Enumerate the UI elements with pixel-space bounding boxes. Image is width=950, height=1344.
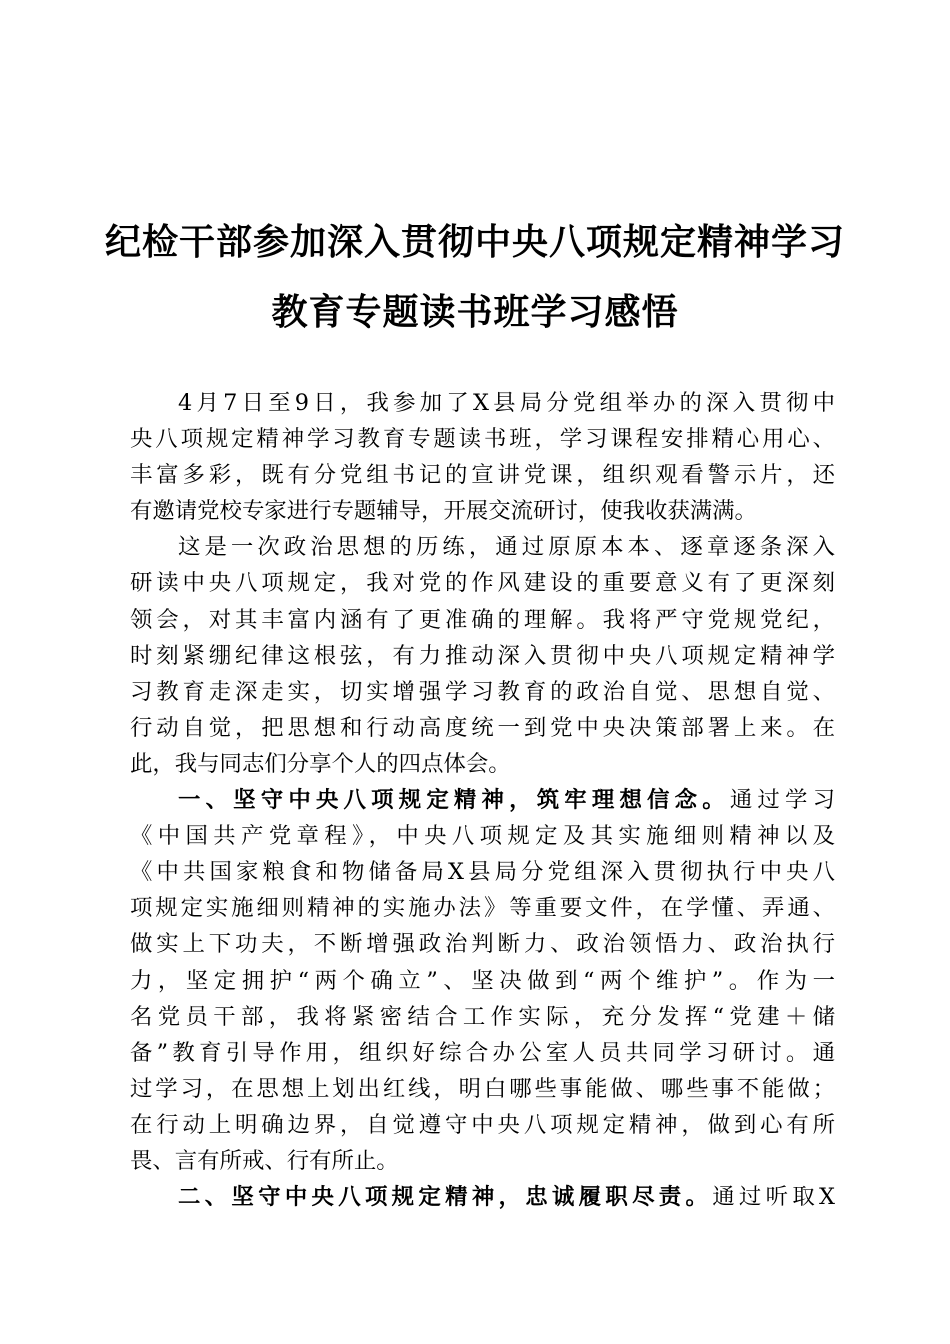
section-heading-1: 一、坚守中央八项规定精神，筑牢理想信念。 [178, 787, 730, 814]
paragraph-3-line-3: 《中共国家粮食和物储备局X县局分党组深入贯彻执行中央八 [130, 859, 835, 886]
paragraph-3-line-11: 畏、言有所戒、行有所止。 [130, 1147, 399, 1174]
paragraph-1-line-1: 4月7日至9日，我参加了X县局分党组举办的深入贯彻中 [178, 390, 835, 416]
paragraph-3-line-5: 做实上下功夫，不断增强政治判断力、政治领悟力、政治执行 [130, 931, 835, 958]
paragraph-2-line-6: 行动自觉，把思想和行动高度统一到党中央决策部署上来。在 [130, 714, 835, 741]
paragraph-3-line-2: 《中国共产党章程》，中央八项规定及其实施细则精神以及 [130, 823, 835, 850]
paragraph-2-line-5: 习教育走深走实，切实增强学习教育的政治自觉、思想自觉、 [130, 678, 835, 705]
paragraph-3-first-line-text: 通过学习 [729, 787, 835, 814]
paragraph-3-line-4: 项规定实施细则精神的实施办法》等重要文件，在学懂、弄通、 [130, 895, 835, 922]
paragraph-3-line-6: 力，坚定拥护“两个确立”、坚决做到“两个维护”。作为一 [130, 967, 835, 994]
paragraph-4-line-1 [130, 1179, 835, 1215]
document-title-line-1: 纪检干部参加深入贯彻中央八项规定精神学习 [104, 221, 845, 263]
paragraph-3-line-7: 名党员干部，我将紧密结合工作实际，充分发挥“党建＋储 [130, 1003, 835, 1030]
paragraph-2-line-3: 领会，对其丰富内涵有了更准确的理解。我将严守党规党纪， [130, 606, 835, 633]
paragraph-2-line-1: 这是一次政治思想的历练，通过原原本本、逐章逐条深入 [178, 534, 835, 561]
paragraph-3-line-9: 过学习，在思想上划出红线，明白哪些事能做、哪些事不能做； [130, 1075, 835, 1102]
paragraph-3-line-1 [130, 782, 835, 818]
document-body [130, 385, 835, 1215]
paragraph-1-line-2: 央八项规定精神学习教育专题读书班，学习课程安排精心用心、 [130, 426, 835, 453]
paragraph-2-line-4: 时刻紧绷纪律这根弦，有力推动深入贯彻中央八项规定精神学 [130, 642, 835, 669]
paragraph-2-line-2: 研读中央八项规定，我对党的作风建设的重要意义有了更深刻 [130, 570, 835, 597]
paragraph-4-first-line-text: 通过听取X [712, 1184, 835, 1211]
paragraph-1-line-4: 有邀请党校专家进行专题辅导，开展交流研讨，使我收获满满。 [130, 498, 757, 525]
document-title-line-2: 教育专题读书班学习感悟 [271, 291, 679, 333]
section-heading-2: 二、坚守中央八项规定精神，忠诚履职尽责。 [178, 1184, 713, 1211]
paragraph-2-line-7: 此，我与同志们分享个人的四点体会。 [130, 750, 511, 777]
paragraph-1-line-3: 丰富多彩，既有分党组书记的宣讲党课，组织观看警示片，还 [130, 462, 835, 489]
paragraph-3-line-8: 备”教育引导作用，组织好综合办公室人员共同学习研讨。通 [130, 1039, 835, 1066]
paragraph-3-line-10: 在行动上明确边界，自觉遵守中央八项规定精神，做到心有所 [130, 1111, 835, 1138]
